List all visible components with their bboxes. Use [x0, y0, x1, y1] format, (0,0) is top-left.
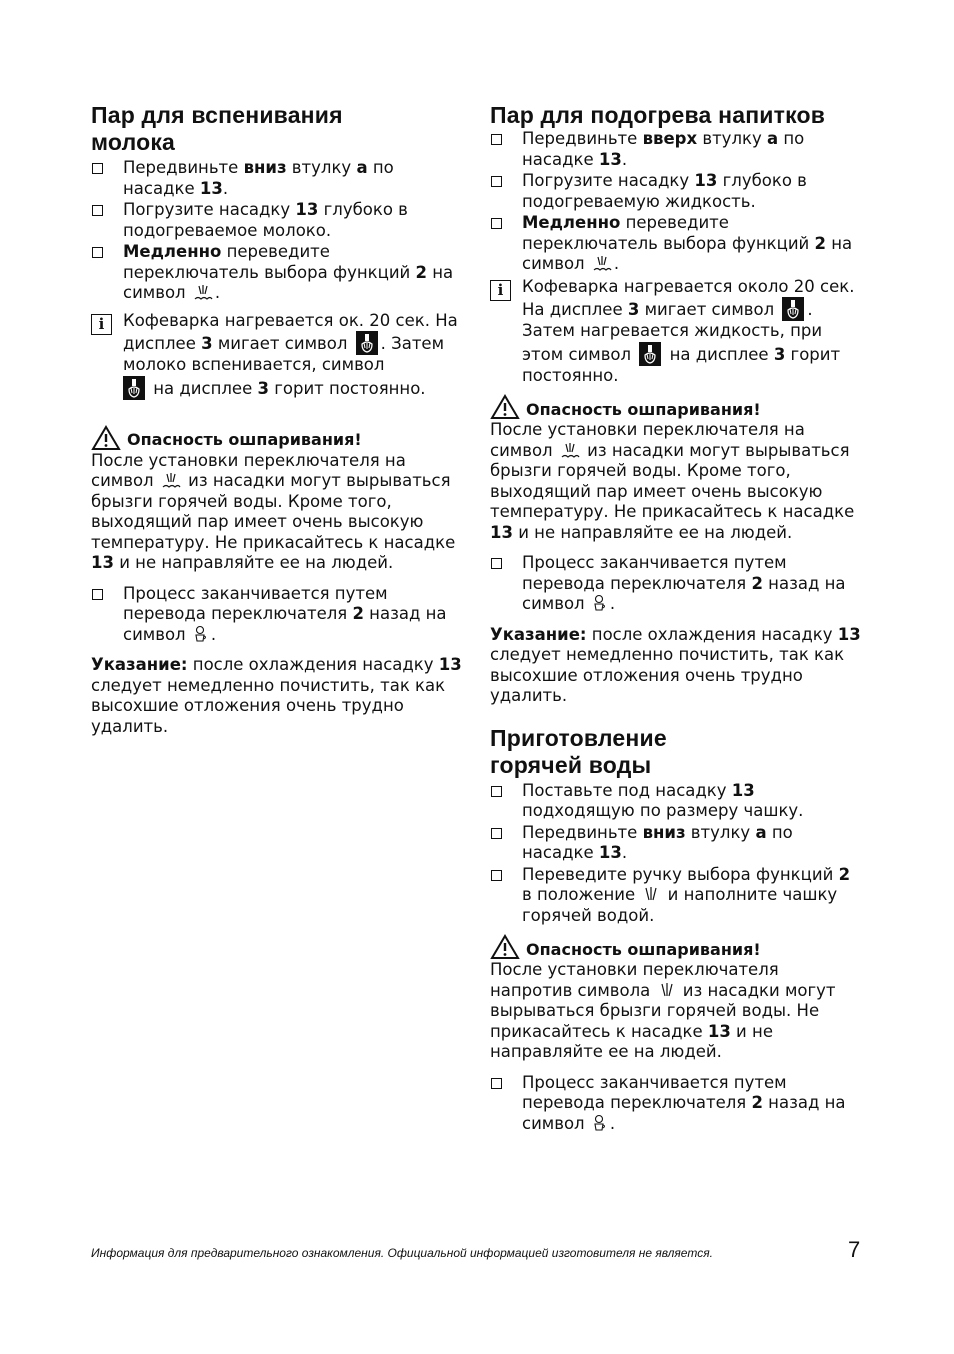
hot-water-symbol-icon	[658, 981, 676, 999]
hot-water-symbol-icon	[642, 885, 660, 903]
info-icon: i	[490, 280, 511, 301]
checkbox-bullet-icon	[491, 786, 502, 797]
list-item: Передвиньте вниз втулку а по насадке 13.	[91, 158, 465, 199]
steam-symbol-icon	[193, 283, 213, 301]
list-item: Передвиньте вверх втулку а по насадке 13.	[490, 129, 864, 170]
list-item: Погрузите насадку 13 глубоко в подогреваемое молоко.	[91, 200, 465, 241]
warning-triangle-icon	[91, 425, 121, 451]
steam-symbol-icon	[161, 471, 181, 489]
cup-symbol-icon	[592, 594, 608, 612]
list-item: Медленно переведите переключатель выбора функций 2 на символ .	[490, 213, 864, 275]
cup-symbol-icon	[592, 1114, 608, 1132]
warning-heading: Опасность ошпаривания!	[490, 934, 864, 960]
info-note: i Кофеварка нагревается ок. 20 сек. На дисплее 3 мигает символ . Затем молоко вспенивается, символ на дисплее 3 горит постоянно.	[91, 311, 465, 400]
checkbox-bullet-icon	[491, 870, 502, 881]
warning-text: После установки переключателя напротив символа из насадки могут вырываться брызги горячей воды. Не прикасайтесь к насадке 13 и не направляйте ее на людей.	[490, 960, 836, 1061]
checkbox-bullet-icon	[491, 218, 502, 229]
steam-display-icon	[639, 342, 661, 366]
warning-triangle-icon	[490, 394, 520, 420]
steam-display-icon	[123, 376, 145, 400]
checkbox-bullet-icon	[491, 828, 502, 839]
list-item: Процесс заканчивается путем перевода переключателя 2 назад на символ .	[490, 553, 864, 615]
checkbox-bullet-icon	[92, 163, 103, 174]
list-item: Процесс заканчивается путем перевода переключателя 2 назад на символ .	[490, 1073, 864, 1135]
cup-symbol-icon	[193, 625, 209, 643]
section-title-milk-froth: Пар для вспенивания молока	[91, 102, 343, 155]
checkbox-bullet-icon	[491, 176, 502, 187]
steam-symbol-icon	[560, 441, 580, 459]
steam-symbol-icon	[592, 254, 612, 272]
left-column	[91, 102, 465, 737]
page-number: 7	[848, 1237, 861, 1262]
warning-heading: Опасность ошпаривания!	[490, 394, 864, 420]
warning-text: После установки переключателя на символ из насадки могут вырываться брызги горячей воды. Кроме того, выходящий пар имеет очень высокую температуру. Не прикасайтесь к насадке 13 и не направляйте ее на людей.	[490, 420, 855, 542]
list-item: Поставьте под насадку 13 подходящую по размеру чашку.	[490, 781, 864, 822]
warning-text: После установки переключателя на символ из насадки могут вырываться брызги горячей воды. Кроме того, выходящий пар имеет очень высокую температуру. Не прикасайтесь к насадке 13 и не направляйте ее на людей.	[91, 450, 456, 572]
section-title-drink-heating: Пар для подогрева напитков	[490, 102, 826, 128]
checkbox-bullet-icon	[92, 205, 103, 216]
list-item: Переведите ручку выбора функций 2 в положение и наполните чашку горячей водой.	[490, 865, 864, 927]
list-item: Медленно переведите переключатель выбора функций 2 на символ .	[91, 242, 465, 304]
steam-display-icon	[356, 331, 378, 355]
note-paragraph: Указание: после охлаждения насадку 13 следует немедленно почистить, так как высохшие отложения очень трудно удалить.	[91, 655, 462, 736]
section-title-hot-water: Приготовление горячей воды	[490, 724, 667, 778]
right-column	[490, 102, 864, 1135]
checkbox-bullet-icon	[491, 558, 502, 569]
checkbox-bullet-icon	[491, 134, 502, 145]
list-item: Процесс заканчивается путем перевода переключателя 2 назад на символ .	[91, 584, 465, 646]
note-paragraph: Указание: после охлаждения насадку 13 следует немедленно почистить, так как высохшие отложения очень трудно удалить.	[490, 624, 861, 705]
checkbox-bullet-icon	[491, 1078, 502, 1089]
info-note: i Кофеварка нагревается около 20 сек. На дисплее 3 мигает символ . Затем нагревается жидкость, при этом символ на дисплее 3 горит постоянно.	[490, 277, 864, 387]
list-item: Передвиньте вниз втулку а по насадке 13.	[490, 823, 864, 864]
warning-triangle-icon	[490, 934, 520, 960]
checkbox-bullet-icon	[92, 247, 103, 258]
list-item: Погрузите насадку 13 глубоко в подогреваемую жидкость.	[490, 171, 864, 212]
footer-disclaimer: Информация для предварительного ознакомления. Официальной информацией изготовителя не является.	[91, 1246, 713, 1260]
info-icon: i	[91, 314, 112, 335]
warning-heading: Опасность ошпаривания!	[91, 425, 465, 451]
checkbox-bullet-icon	[92, 589, 103, 600]
steam-display-icon	[782, 297, 804, 321]
